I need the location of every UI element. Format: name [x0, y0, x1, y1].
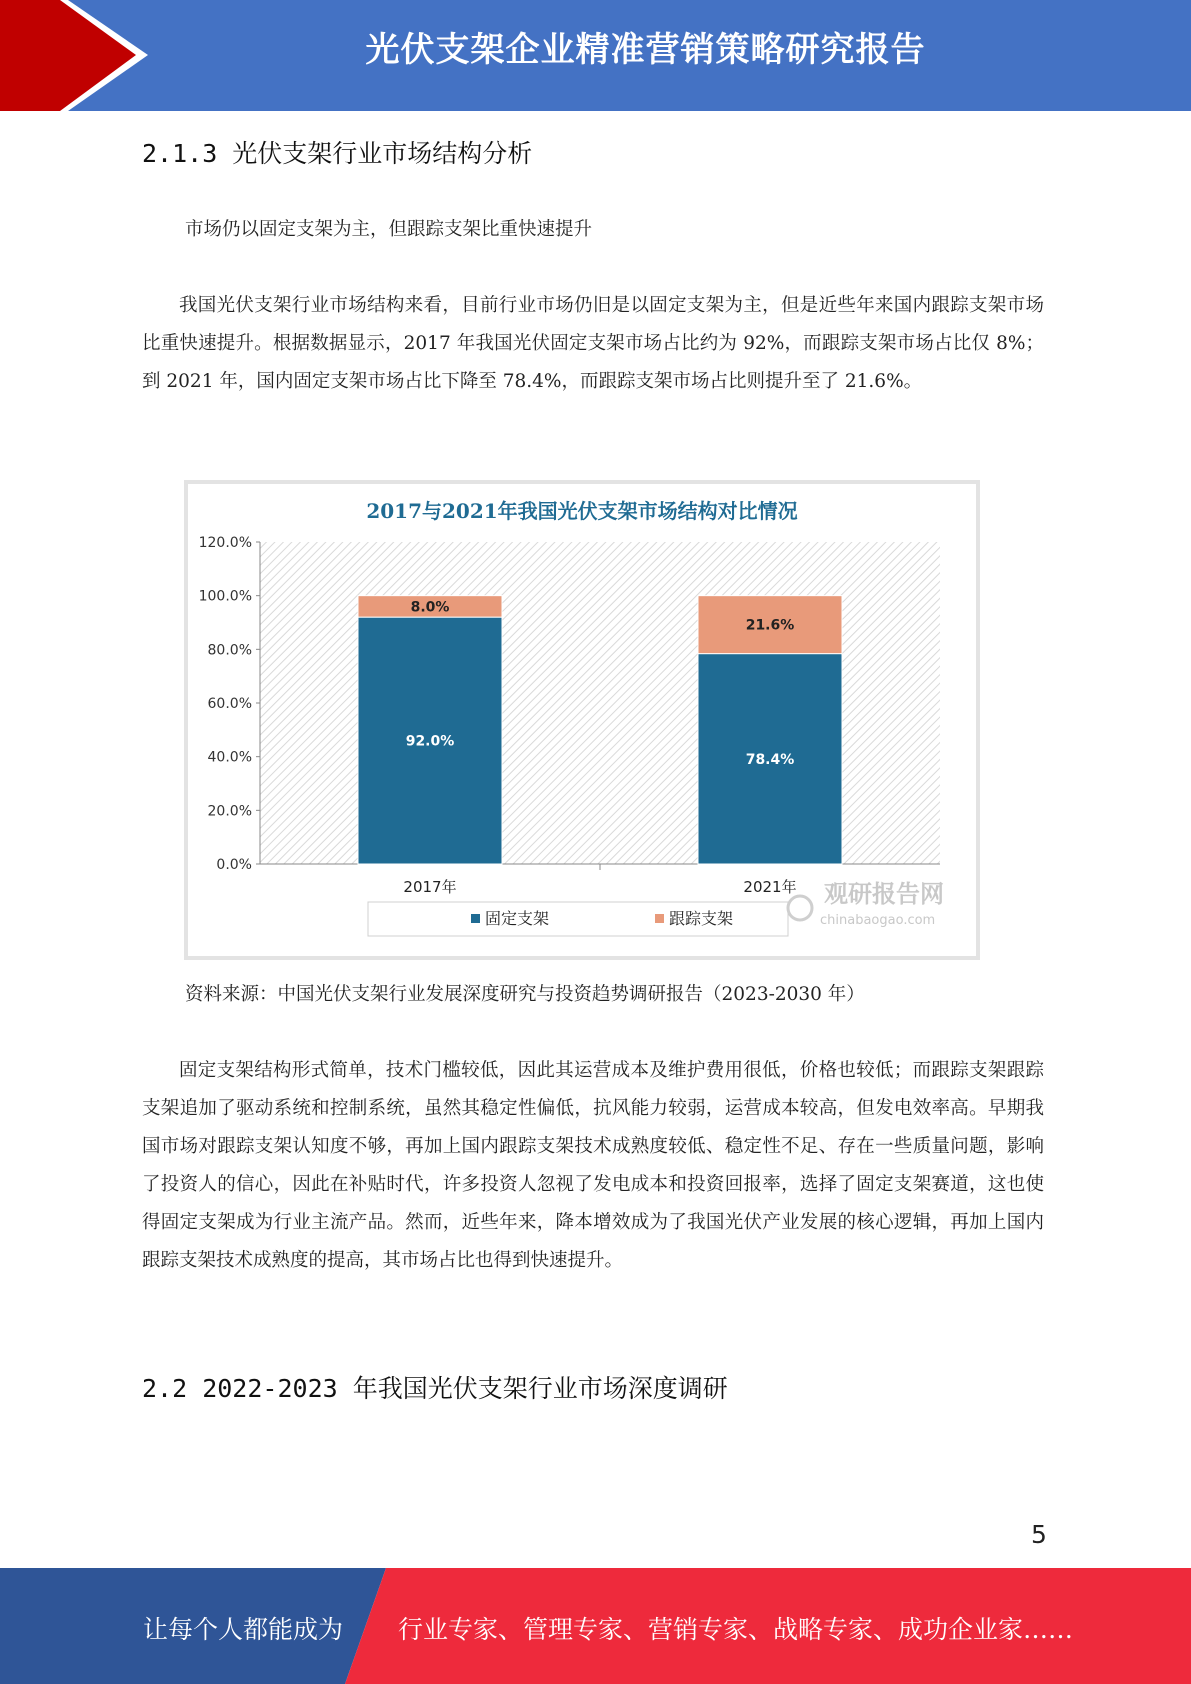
page-header — [0, 0, 1191, 111]
data-label: 78.4% — [745, 751, 795, 768]
paragraph-fixed-vs-tracking: 固定支架结构形式简单，技术门槛较低，因此其运营成本及维护费用很低，价格也较低；而跟踪支架跟踪支架追加了驱动系统和控制系统，虽然其稳定性偏低，抗风能力较弱，运营成本较高，但发电效率高。早期我国市场对跟踪支架认知度不够，再加上国内跟踪支架技术成熟度较低、稳定性不足、存在一些质量问题，影响了投资人的信心，因此在补贴时代，许多投资人忽视了发电成本和投资回报率，选择了固定支架赛道，这也使得固定支架成为行业主流产品。然而，近些年来，降本增效成为了我国光伏产业发展的核心逻辑，再加上国内跟踪支架技术成熟度的提高，其市场占比也得到快速提升。 — [142, 1060, 1044, 1271]
legend-label: 跟踪支架 — [669, 909, 734, 928]
chart-source-note: 资料来源：中国光伏支架行业发展深度研究与投资趋势调研报告（2023-2030 年） — [185, 984, 865, 1005]
page-number: 5 — [1031, 1520, 1047, 1549]
header-arrow-decoration — [0, 0, 160, 111]
market-structure-chart — [184, 480, 980, 960]
data-label: 8.0% — [410, 599, 450, 616]
footer-slogan-right: 行业专家、管理专家、营销专家、战略专家、成功企业家…… — [398, 1615, 1074, 1644]
lead-sentence: 市场仍以固定支架为主，但跟踪支架比重快速提升 — [185, 219, 593, 240]
data-label: 21.6% — [745, 617, 795, 634]
x-tick-label: 2017年 — [403, 878, 457, 896]
legend-swatch — [655, 914, 664, 923]
footer-slogan-left: 让每个人都能成为 — [143, 1615, 344, 1644]
legend-swatch — [471, 914, 480, 923]
page-footer — [0, 1568, 1191, 1684]
y-tick-label: 60.0% — [207, 696, 252, 712]
report-title: 光伏支架企业精准营销策略研究报告 — [365, 30, 926, 70]
y-tick-label: 120.0% — [198, 535, 252, 551]
data-label: 92.0% — [405, 733, 455, 750]
chart-canvas — [188, 484, 976, 956]
section-heading-2-1-3: 2.1.3 光伏支架行业市场结构分析 — [142, 139, 533, 168]
legend-label: 固定支架 — [485, 909, 550, 928]
watermark-brand: 观研报告网 — [824, 880, 944, 908]
chart-title: 2017与2021年我国光伏支架市场结构对比情况 — [366, 499, 798, 523]
y-tick-label: 40.0% — [207, 749, 252, 766]
y-tick-label: 0.0% — [216, 857, 252, 873]
y-tick-label: 20.0% — [207, 803, 252, 820]
section-heading-2-2: 2.2 2022-2023 年我国光伏支架行业市场深度调研 — [142, 1374, 728, 1403]
watermark-url: chinabaogao.com — [820, 913, 936, 928]
paragraph-market-structure: 我国光伏支架行业市场结构来看，目前行业市场仍旧是以固定支架为主，但是近些年来国内跟踪支架市场比重快速提升。根据数据显示，2017 年我国光伏固定支架市场占比约为 92%，而跟踪支架市场占比仅 8%；到 2021 年，国内固定支架市场占比下降至 78.4%，而跟踪支架市场占比则提升至了 21.6%。 — [142, 295, 1044, 392]
y-tick-label: 100.0% — [198, 588, 252, 605]
watermark-logo-icon — [788, 896, 812, 920]
x-tick-label: 2021年 — [743, 878, 797, 896]
y-tick-label: 80.0% — [207, 642, 252, 659]
